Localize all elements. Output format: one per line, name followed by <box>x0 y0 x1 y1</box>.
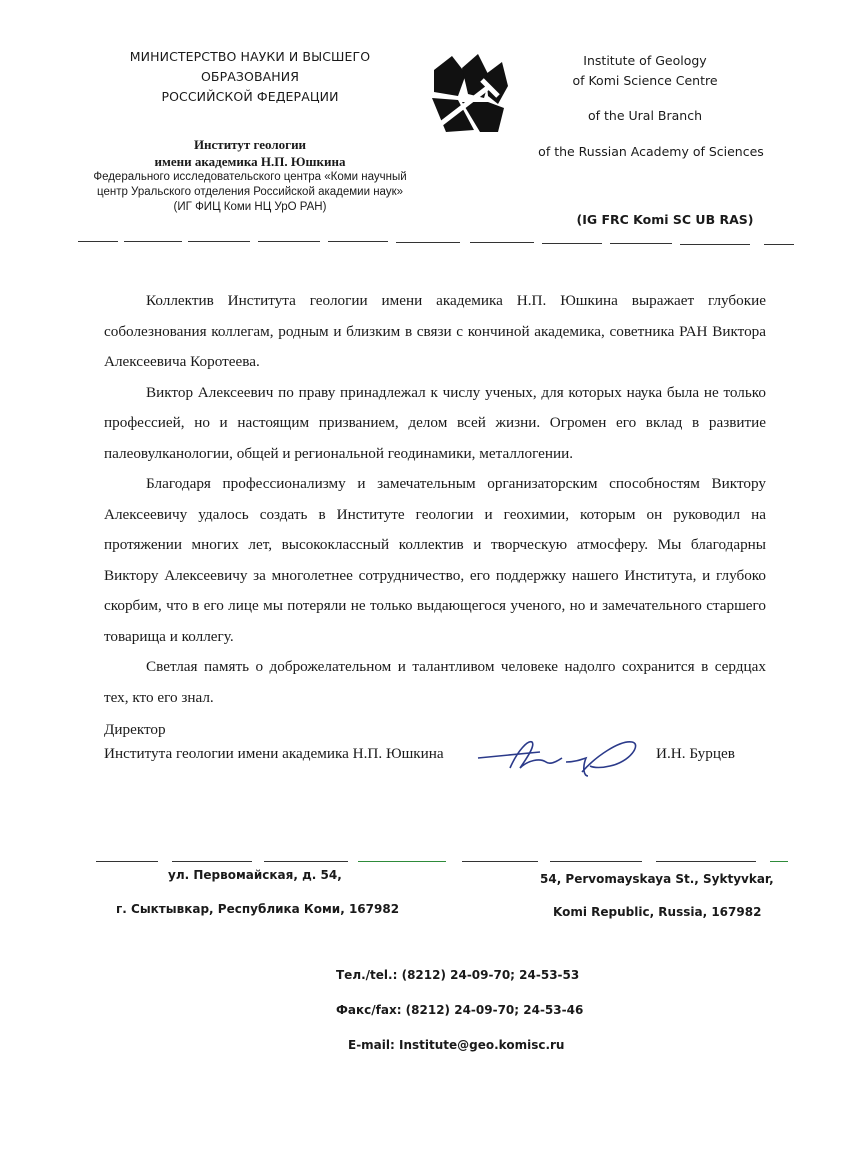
letter-paragraph-1: Коллектив Института геологии имени академика Н.П. Юшкина выражает глубокие соболезнования коллегам, родным и близким в связи с кончиной академика, советника РАН Виктора Алексеевича Коротеева. <box>104 292 766 370</box>
footer-separator <box>0 850 851 870</box>
address-ru-street: ул. Первомайская, д. 54, <box>168 868 342 882</box>
phone-line: Тел./tel.: (8212) 24-09-70; 24-53-53 <box>336 968 580 982</box>
handwritten-signature <box>470 732 650 782</box>
letter-body <box>104 286 766 713</box>
institute-ru-name-line-2: имени академика Н.П. Юшкина <box>154 154 346 169</box>
ministry-line-1: МИНИСТЕРСТВО НАУКИ И ВЫСШЕГО ОБРАЗОВАНИЯ <box>129 49 371 84</box>
institute-en-line-1: Institute of Geology <box>583 53 707 68</box>
address-en-city: Komi Republic, Russia, 167982 <box>553 905 762 919</box>
institute-logo <box>428 52 510 134</box>
institute-ru-sub-line-1: Федерального исследовательского центра «Коми научный <box>93 171 407 183</box>
signatory-title: Директор <box>104 721 166 738</box>
signatory-name: И.Н. Бурцев <box>656 745 735 762</box>
ministry-heading <box>80 47 420 107</box>
email-line: E-mail: Institute@geo.komisc.ru <box>348 1038 565 1052</box>
institute-ru-sub-line-2: центр Уральского отделения Российской академии наук» <box>97 186 403 198</box>
institute-en-line-3: of the Ural Branch <box>588 108 702 123</box>
ministry-line-2: РОССИЙСКОЙ ФЕДЕРАЦИИ <box>161 89 339 104</box>
letter-paragraph-4: Светлая память о доброжелательном и талантливом человеке надолго сохранится в сердцах тех, кто его знал. <box>104 658 766 706</box>
institute-ru-block <box>80 136 420 215</box>
letter-paragraph-2: Виктор Алексеевич по праву принадлежал к числу ученых, для которых наука была не только профессией, но и настоящим призванием, делом всей жизни. Огромен его вклад в развитие палеовулканологии, общей и региональной геодинамики, металлогении. <box>104 383 766 462</box>
institute-en-line-2: of Komi Science Centre <box>572 73 718 88</box>
institute-ru-name-line-1: Институт геологии <box>193 137 307 152</box>
letter-paragraph-3: Благодаря профессионализму и замечательным организаторским способностям Виктору Алексеевичу удалось создать в Институте геологии и геохимии, которым он руководил на протяжении многих лет, высококлассный коллектив и творческую атмосферу. Мы благодарны Виктору Алексеевичу за многолетнее сотрудничество, его поддержку нашего Института, и глубоко скорбим, что в его лице мы потеряли не только выдающегося ученого, но и замечательного старшего товарища и коллегу. <box>104 475 766 645</box>
address-en-street: 54, Pervomayskaya St., Syktyvkar, <box>540 872 774 886</box>
address-ru-city: г. Сыктывкар, Республика Коми, 167982 <box>116 902 400 916</box>
institute-en-line-4: of the Russian Academy of Sciences <box>538 144 764 159</box>
fax-line: Факс/fax: (8212) 24-09-70; 24-53-46 <box>336 1003 584 1017</box>
signature-block <box>104 718 766 766</box>
institute-ru-sub-line-3: (ИГ ФИЦ Коми НЦ УрО РАН) <box>173 201 327 213</box>
signatory-institute: Института геологии имени академика Н.П. Юшкина <box>104 745 444 762</box>
institute-en-abbreviation: (IG FRC Komi SC UB RAS) <box>576 212 754 227</box>
